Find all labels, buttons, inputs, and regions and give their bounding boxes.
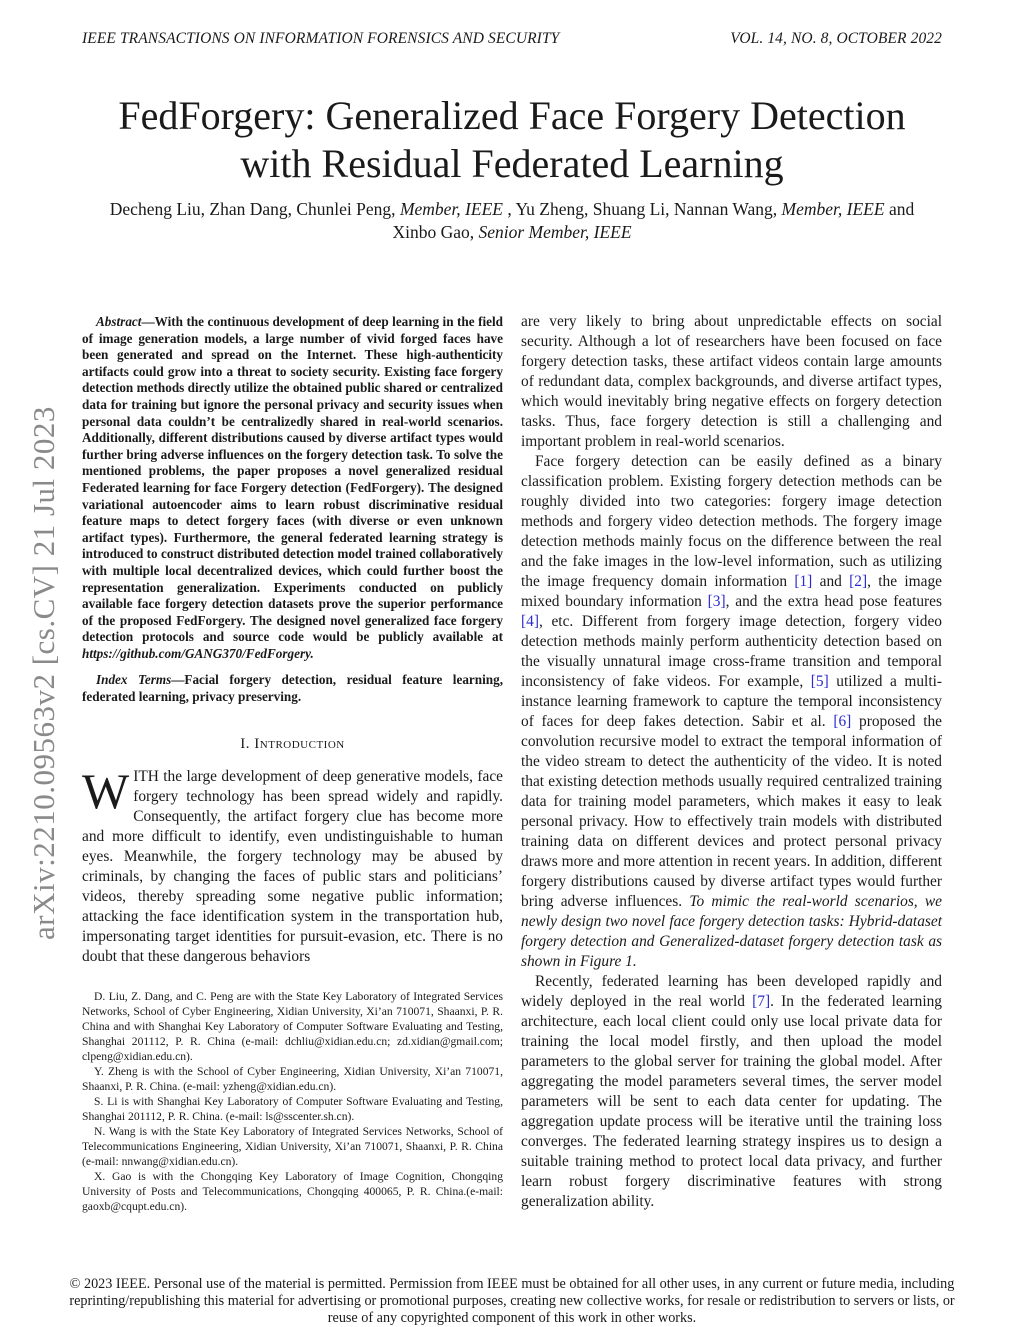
author-membership-1: Member, IEEE: [399, 199, 503, 219]
drop-cap: W: [82, 762, 130, 819]
index-terms-label: Index Terms: [96, 672, 172, 688]
title-line-1: FedForgery: Generalized Face Forgery Detection: [118, 93, 906, 138]
authors-part-1: Decheng Liu, Zhan Dang, Chunlei Peng,: [109, 199, 400, 219]
citation-1[interactable]: [1]: [794, 573, 813, 590]
source-code-link[interactable]: https://github.com/GANG370/FedForgery.: [82, 645, 314, 661]
author-membership-2: Member, IEEE: [781, 199, 885, 219]
citation-7[interactable]: [7]: [752, 993, 771, 1010]
intro-p3-text-b: . In the federated learning architecture, each local client could only use local private data for training the local model firstly, and then upload the model parameters to the global server for training the global model. After aggregating the model parameters several times, the server model parameters will be sent to each data center for updating. The aggregation update process will be iterative until the training loss converges. The federated learning strategy inspires us to design a suitable training method to protect local data privacy, and further learn robust forgery discriminative features with strong generalization ability.: [521, 993, 943, 1210]
running-header: [82, 30, 942, 52]
authors-part-2: , Yu Zheng, Shuang Li, Nannan Wang,: [502, 199, 782, 219]
author-footnotes: [82, 989, 503, 1214]
volume-info: VOL. 14, NO. 8, OCTOBER 2022: [730, 30, 942, 47]
index-terms: [82, 672, 503, 705]
intro-p3-text-a: Recently, federated learning has been developed rapidly and widely deployed in the real world: [521, 973, 942, 1010]
index-terms-text: —Facial forgery detection, residual feature learning, federated learning, privacy preserving.: [82, 672, 503, 705]
footnote-2: Y. Zheng is with the School of Cyber Engineering, Xidian University, Xi’an 710071, Shaanxi, P. R. China. (e-mail: yzheng@xidian.edu.cn).: [82, 1064, 503, 1093]
authors-part-3: and Xinbo Gao,: [392, 199, 915, 242]
intro-p2-italic: To mimic the real-world scenarios, we newly design two novel face forgery detection tasks: Hybrid-dataset forgery detection and Generalized-dataset forgery detection task as shown in Figure 1.: [521, 893, 942, 970]
abstract-label: Abstract: [96, 314, 142, 329]
section-numeral: I.: [240, 735, 255, 752]
intro-p2-text-c: , the image mixed boundary information: [521, 573, 942, 610]
citation-2[interactable]: [2]: [849, 573, 868, 590]
paper-title: [60, 92, 964, 188]
arxiv-watermark: arXiv:2210.09563v2 [cs.CV] 21 Jul 2023: [26, 406, 61, 940]
intro-p2-text-b: and: [812, 573, 850, 590]
citation-6[interactable]: [6]: [833, 713, 852, 730]
title-line-2: with Residual Federated Learning: [240, 141, 784, 186]
section-title: Introduction: [254, 735, 345, 752]
citation-5[interactable]: [5]: [810, 673, 829, 690]
citation-3[interactable]: [3]: [707, 593, 726, 610]
author-list: [90, 198, 934, 244]
intro-p2-text-d: , and the extra head pose features: [725, 593, 942, 610]
intro-paragraph-1: [82, 762, 503, 967]
intro-p2-text-a: Face forgery detection can be easily defined as a binary classification problem. Existing forgery detection methods can be roughly divided into two categories: forgery image detection methods and forgery video detection methods. The forgery image detection methods mainly focus on the difference between the real and the fake images in the low-level information, such as utilizing the image frequency domain information: [521, 453, 942, 590]
intro-p1-text: ITH the large development of deep generative models, face forgery technology has been spread widely and rapidly. Consequently, the artifact forgery clue has become more and more difficult to identify, even undistinguishable to human eyes. Meanwhile, the forgery technology may be abused by criminals, by changing the faces of public stars and politicians’ videos, thereby spreading some negative public information; attacking the face identification system in the transportation hub, impersonating target identities for pursuit-evasion, etc. There is no doubt that these dangerous behaviors: [82, 767, 503, 965]
citation-4[interactable]: [4]: [521, 613, 539, 630]
footnote-4: N. Wang is with the State Key Laboratory of Integrated Services Networks, School of Telecommunications Engineering, Xidian University, Xi’an 710071, Shaanxi, P. R. China (e-mail: nnwang@xidian.edu.cn).: [82, 1124, 503, 1168]
abstract-text: —With the continuous development of deep learning in the field of image generation models, a large number of vivid forged faces have been generated and spread on the Internet. These high-authenticity artifacts could grow into a threat to society security. Existing face forgery detection methods directly utilize the obtained public shared or centralized data for training but ignore the personal privacy and security issues when personal data couldn’t be centralizedly shared in real-world scenarios. Additionally, different distributions caused by diverse artifact types would further bring adverse influences on the forgery detection task. To solve the mentioned problems, the paper proposes a novel generalized residual Federated learning for face Forgery detection (FedForgery). The designed variational autoencoder aims to learn robust discriminative residual feature maps to detect forgery faces (with diverse or even unknown artifact types). Furthermore, the general federated learning strategy is introduced to construct distributed detection model trained collaboratively with multiple local decentralized devices, which could further boost the representation generalization. Experiments conducted on publicly available face forgery detection datasets prove the superior performance of the proposed FedForgery. The designed novel generalized face forgery detection protocols and source code would be publicly available at: [82, 314, 503, 645]
author-membership-3: Senior Member, IEEE: [478, 222, 632, 242]
journal-name: IEEE TRANSACTIONS ON INFORMATION FORENSICS AND SECURITY: [82, 30, 560, 47]
intro-p2-text-e: , etc. Different from forgery image detection, forgery video detection methods mainly perform authenticity detection based on the visually unnatural image cross-frame transition and temporal inconsistency of fake videos. For example,: [521, 613, 942, 690]
right-column: [521, 312, 942, 1212]
intro-paragraph-3: [521, 972, 942, 1212]
intro-paragraph-1-continued: are very likely to bring about unpredictable effects on social security. Although a lot of researchers have been focused on face forgery detection tasks, these artifact videos contain large amounts of redundant data, complex backgrounds, and diverse artifact types, which would inevitably bring negative effects on forgery detection tasks. Thus, face forgery detection is still a challenging and important problem in real-world scenarios.: [521, 313, 942, 450]
footnote-1: D. Liu, Z. Dang, and C. Peng are with the State Key Laboratory of Integrated Services Networks, School of Cyber Engineering, Xidian University, Xi’an 710071, Shaanxi, P. R. China and with Shanghai Key Laboratory of Computer Software Evaluating and Testing, Shanghai 201112, P. R. China (e-mail: dchliu@xidian.edu.cn; zd.xidian@gmail.com; clpeng@xidian.edu.cn).: [82, 989, 503, 1063]
footnote-3: S. Li is with Shanghai Key Laboratory of Computer Software Evaluating and Testing, Shanghai 201112, P. R. China. (e-mail: ls@sscenter.sh.cn).: [82, 1094, 503, 1123]
intro-p2-text-g: proposed the convolution recursive model to extract the temporal information of the video stream to detect the authenticity of the video. It is noted that existing detection methods usually required centralized training data for training model parameters, which makes it easy to leak personal privacy. How to effectively train models with distributed training data on different devices and protect personal privacy draws more and more attention in recent years. In addition, different forgery distributions caused by diverse artifact types would further bring adverse influences.: [521, 713, 942, 910]
left-column: [82, 314, 503, 1214]
copyright-notice: © 2023 IEEE. Personal use of the material is permitted. Permission from IEEE must be obtained for all other uses, in any current or future media, including reprinting/republishing this material for advertising or promotional purposes, creating new collective works, for resale or redistribution to servers or lists, or reuse of any copyrighted component of this work in other works.: [69, 1276, 955, 1326]
section-heading-introduction: [82, 736, 503, 753]
intro-p2-text-f: utilized a multi-instance learning framework to capture the temporal inconsistency of faces for deep fakes detection. Sabir et al.: [521, 673, 942, 730]
abstract: [82, 314, 503, 662]
footnote-5: X. Gao is with the Chongqing Key Laboratory of Image Cognition, Chongqing University of Posts and Telecommunications, Chongqing 400065, P. R. China.(e-mail: gaoxb@cqupt.edu.cn).: [82, 1169, 503, 1213]
intro-paragraph-2: [521, 452, 942, 972]
